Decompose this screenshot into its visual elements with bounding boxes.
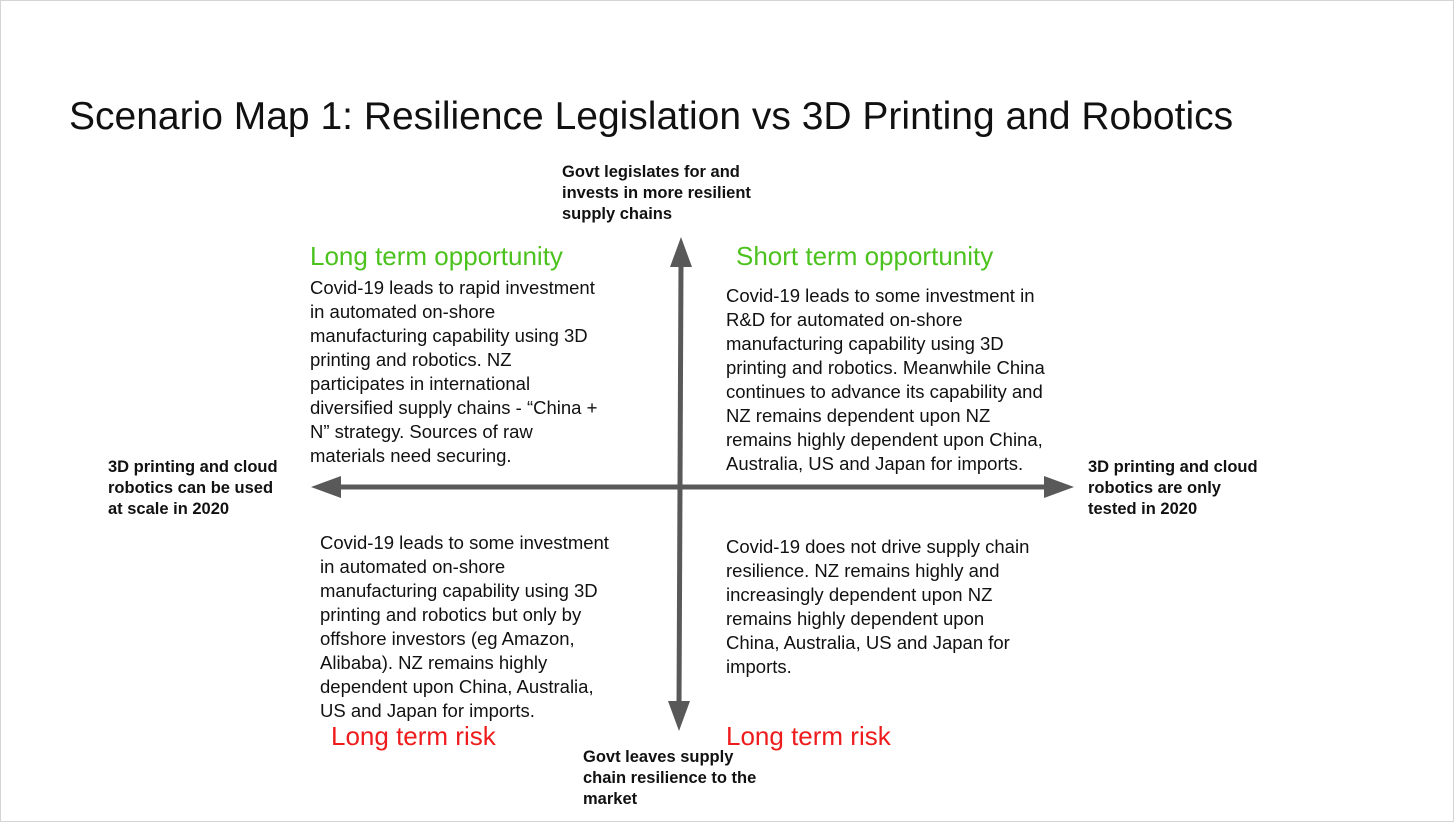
quadrant-heading-top-left: Long term opportunity <box>310 241 563 271</box>
axis-label-left: 3D printing and cloud robotics can be used at scale in 2020 <box>108 458 278 518</box>
quadrant-heading-bottom-right: Long term risk <box>726 721 891 751</box>
up-arrowhead <box>670 237 692 267</box>
axis-label-right: 3D printing and cloud robotics are only tested in 2020 <box>1088 458 1258 518</box>
quadrant-text-top-right: Covid-19 leads to some investment in R&D for automated on-shore manufacturing capability using 3D printing and robotics. Meanwhile China continues to advance its capability and NZ remains dependent upon NZ remains highly dependent upon China, Australia, US and Japan for imports. <box>726 285 1045 474</box>
right-arrowhead <box>1044 476 1074 498</box>
quadrant-text-bottom-left: Covid-19 leads to some investment in automated on-shore manufacturing capability using 3D printing and robotics but only by offshore investors (eg Amazon, Alibaba). NZ remains highly dependent upon China, Australia, US and Japan for imports. <box>320 532 609 721</box>
axis-label-bottom: Govt leaves supply chain resilience to the market <box>583 748 757 808</box>
quadrant-text-bottom-right: Covid-19 does not drive supply chain resilience. NZ remains highly and increasingly dependent upon NZ remains highly dependent upon China, Australia, US and Japan for imports. <box>726 536 1030 677</box>
quadrant-heading-top-right: Short term opportunity <box>736 241 994 271</box>
quadrant-text-top-left: Covid-19 leads to rapid investment in automated on-shore manufacturing capability using 3D printing and robotics. NZ participates in international diversified supply chains - “China + N” strategy. Sources of raw materials need securing. <box>310 277 598 466</box>
left-arrowhead <box>311 476 341 498</box>
quadrant-heading-bottom-left: Long term risk <box>331 721 496 751</box>
down-arrowhead <box>668 701 690 731</box>
axis-label-top: Govt legislates for and invests in more resilient supply chains <box>562 163 751 223</box>
page-title: Scenario Map 1: Resilience Legislation vs 3D Printing and Robotics <box>69 95 1234 138</box>
